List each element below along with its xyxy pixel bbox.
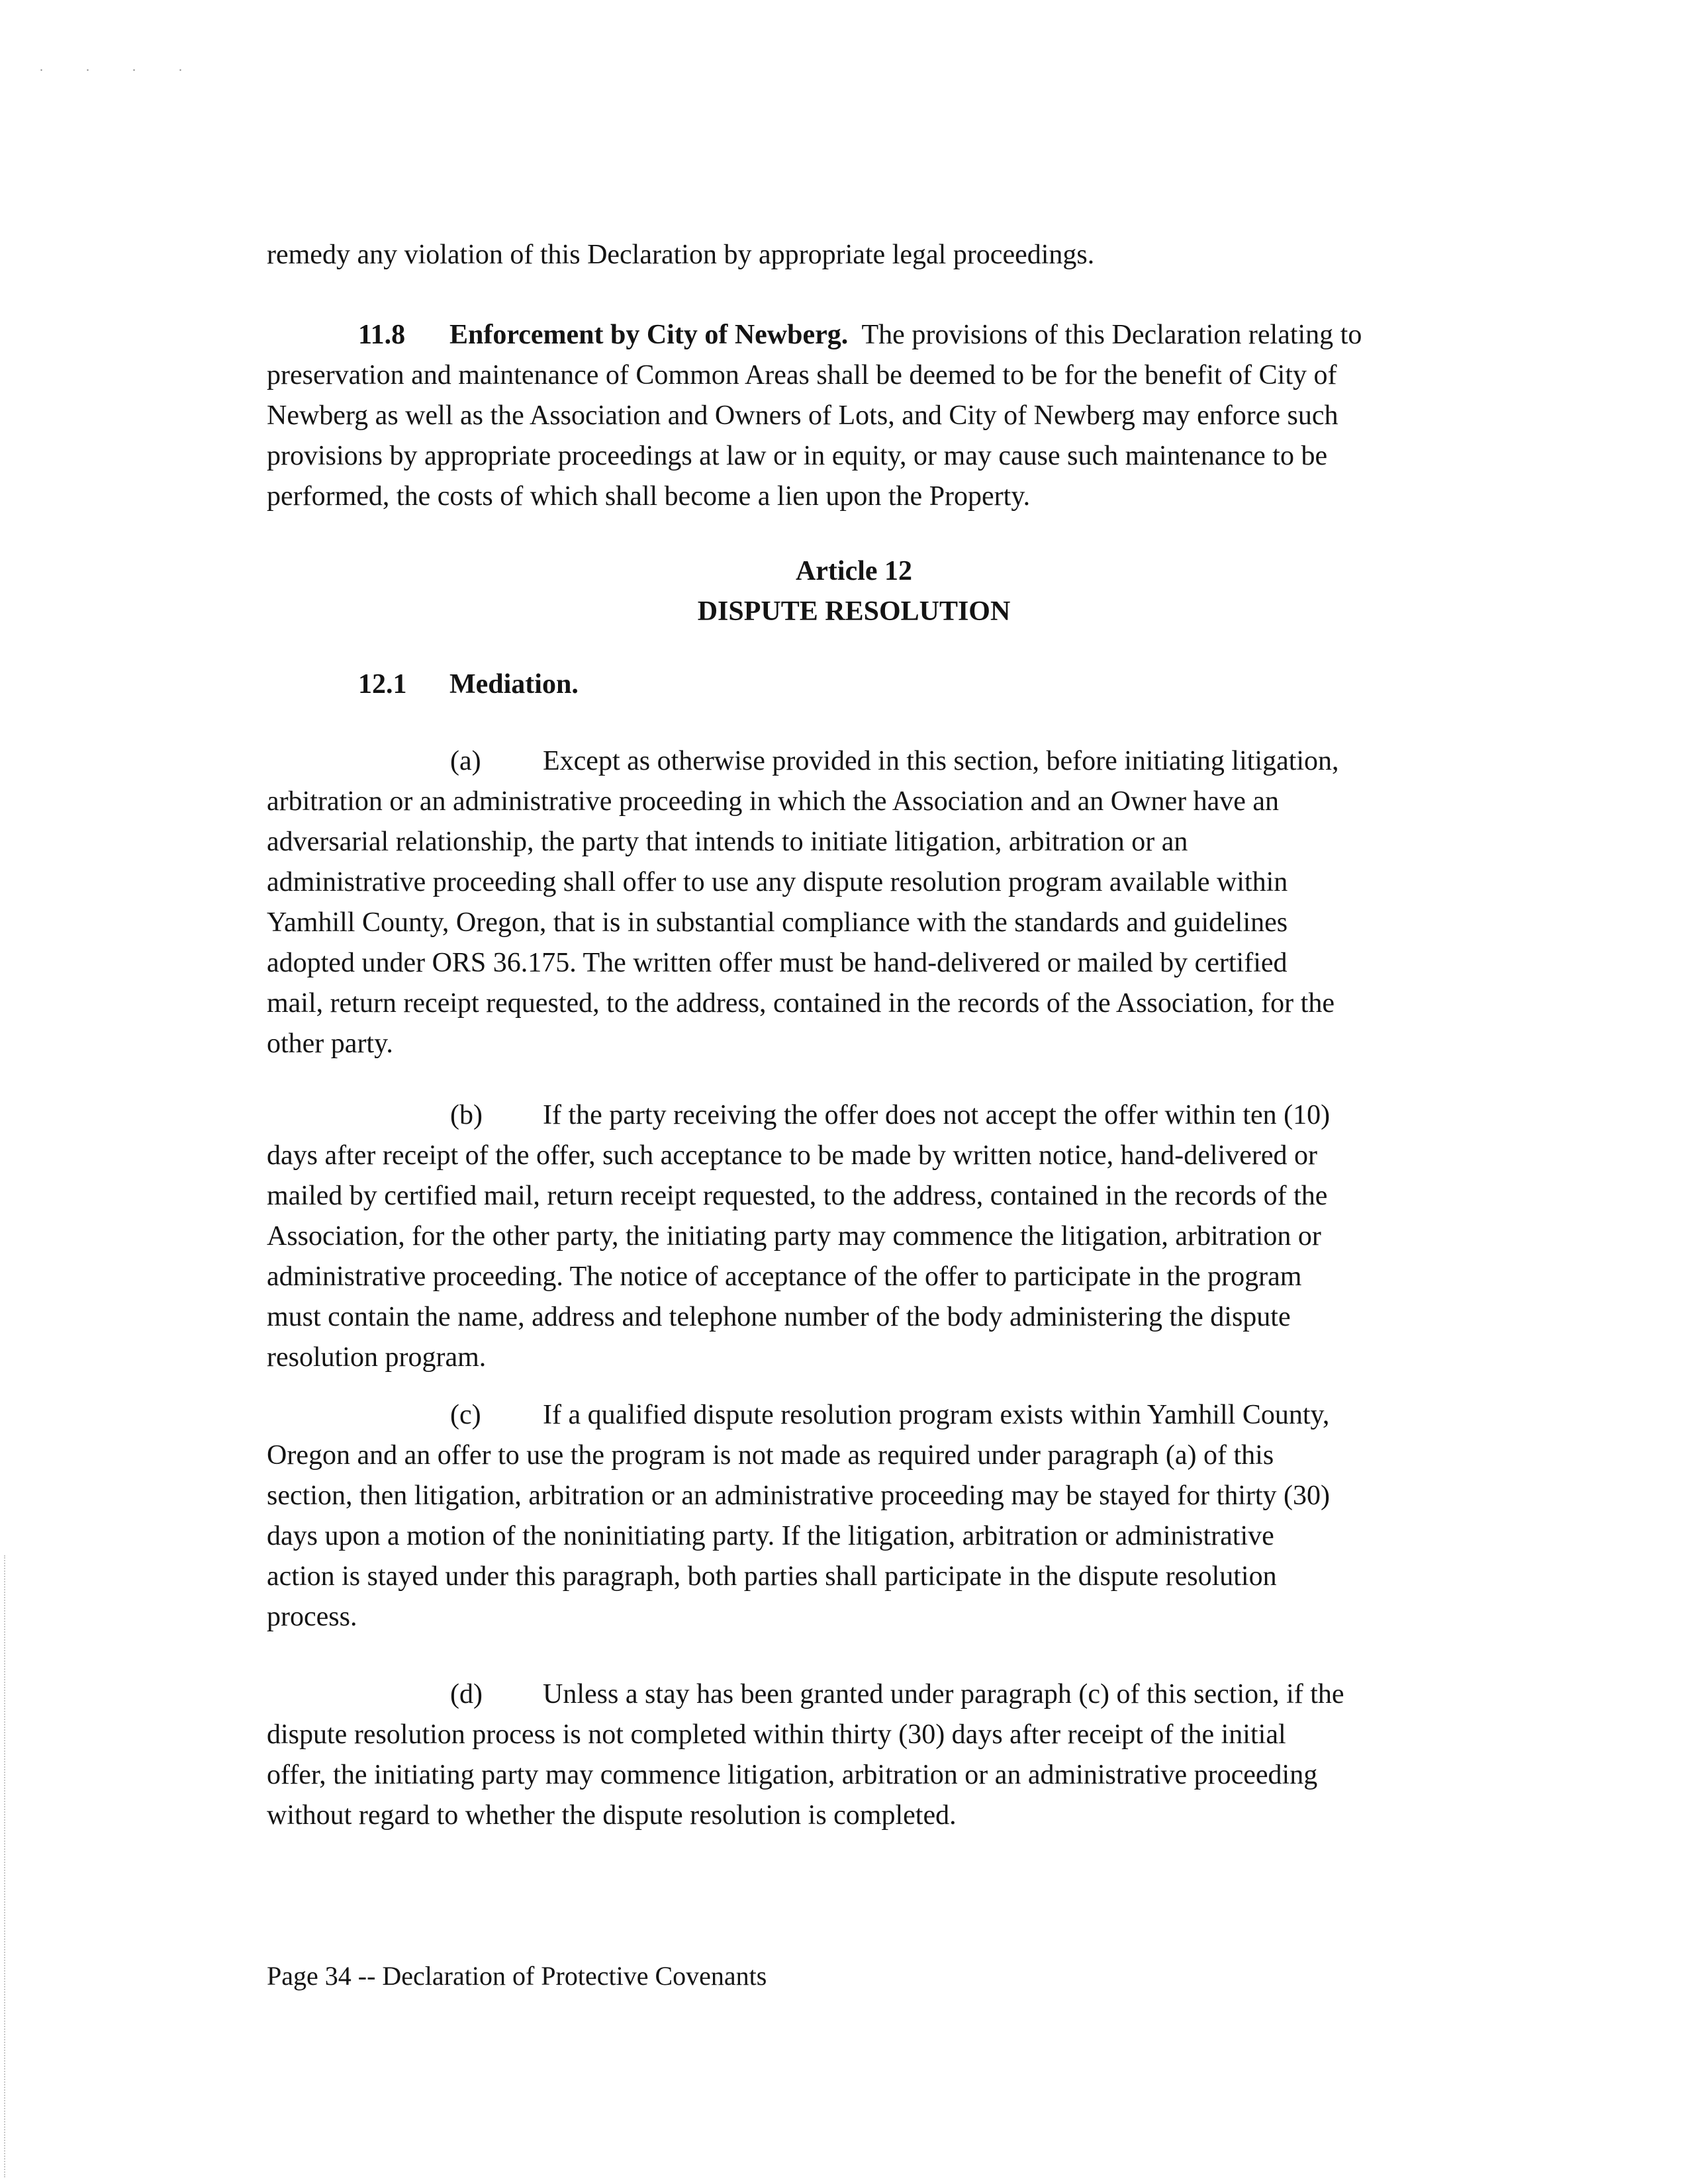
section-text-line: provisions by appropriate proceedings at law or in equity, or may cause such maintenance to be — [267, 441, 1328, 471]
paragraph-first-line — [267, 1395, 1458, 1435]
paragraph-first-line — [267, 741, 1458, 782]
section-text-line: Newberg as well as the Association and Owners of Lots, and City of Newberg may enforce such — [267, 400, 1338, 431]
paragraph-line: other party. — [267, 1028, 393, 1059]
paragraph-line: mailed by certified mail, return receipt requested, to the address, contained in the records of the — [267, 1181, 1328, 1211]
section-12-1-line — [267, 664, 1458, 705]
paragraph-line: adversarial relationship, the party that intends to initiate litigation, arbitration or an — [267, 827, 1188, 857]
section-11-8-first-line — [267, 315, 1458, 355]
paragraph-line: adopted under ORS 36.175. The written offer must be hand-delivered or mailed by certified — [267, 948, 1288, 978]
section-text-line: The provisions of this Declaration relating to — [861, 320, 1362, 350]
paragraph-line: administrative proceeding shall offer to use any dispute resolution program available within — [267, 867, 1288, 897]
paragraph-line: without regard to whether the dispute resolution is completed. — [267, 1800, 957, 1831]
page-footer: Page 34 -- Declaration of Protective Covenants — [267, 1961, 767, 1991]
paragraph-label: (c) — [450, 1400, 481, 1430]
paragraph-first-line — [267, 1095, 1458, 1136]
paragraph-line: arbitration or an administrative proceeding in which the Association and an Owner have an — [267, 786, 1280, 817]
section-12-1-heading — [267, 664, 1458, 705]
paragraph-line: Yamhill County, Oregon, that is in substantial compliance with the standards and guidelines — [267, 907, 1288, 938]
paragraph-line: dispute resolution process is not completed within thirty (30) days after receipt of the initial — [267, 1719, 1286, 1750]
paragraph-line: action is stayed under this paragraph, both parties shall participate in the dispute resolution — [267, 1561, 1277, 1592]
paragraph-line: process. — [267, 1602, 357, 1632]
section-text-line: preservation and maintenance of Common Areas shall be deemed to be for the benefit of City of — [267, 360, 1337, 390]
scan-edge-line — [4, 1555, 7, 2177]
paragraph-line: must contain the name, address and telephone number of the body administering the dispute — [267, 1302, 1291, 1332]
section-text-line: performed, the costs of which shall become a lien upon the Property. — [267, 481, 1031, 512]
paragraph-line: mail, return receipt requested, to the address, contained in the records of the Association, for the — [267, 988, 1335, 1019]
continuation-paragraph — [267, 235, 1458, 275]
paragraph-label: (d) — [450, 1679, 483, 1709]
article-label: Article 12 — [795, 556, 913, 586]
paragraph-text: If the party receiving the offer does not accept the offer within ten (10) — [543, 1100, 1331, 1130]
section-title: Mediation. — [449, 669, 579, 700]
paragraph-line: section, then litigation, arbitration or an administrative proceeding may be stayed for thirty (30) — [267, 1480, 1331, 1511]
article-title: DISPUTE RESOLUTION — [697, 596, 1011, 627]
paragraph-d — [267, 1674, 1458, 1836]
paragraph-c — [267, 1395, 1458, 1637]
continuation-line: remedy any violation of this Declaration by appropriate legal proceedings. — [267, 240, 1095, 270]
paragraph-line: days upon a motion of the noninitiating party. If the litigation, arbitration or administrative — [267, 1521, 1274, 1551]
paragraph-text: Except as otherwise provided in this section, before initiating litigation, — [543, 746, 1339, 776]
section-number: 11.8 — [358, 320, 406, 350]
paragraph-a — [267, 741, 1458, 1064]
section-title: Enforcement by City of Newberg. — [449, 320, 849, 350]
paragraph-text: Unless a stay has been granted under paragraph (c) of this section, if the — [543, 1679, 1344, 1709]
paragraph-first-line — [267, 1674, 1458, 1715]
paragraph-line: Oregon and an offer to use the program is not made as required under paragraph (a) of this — [267, 1440, 1274, 1471]
paragraph-line: days after receipt of the offer, such acceptance to be made by written notice, hand-delivered or — [267, 1140, 1317, 1171]
paragraph-label: (a) — [450, 746, 481, 776]
paragraph-line: administrative proceeding. The notice of acceptance of the offer to participate in the program — [267, 1261, 1302, 1292]
paragraph-line: Association, for the other party, the initiating party may commence the litigation, arbitration or — [267, 1221, 1321, 1251]
paragraph-line: offer, the initiating party may commence litigation, arbitration or an administrative proceeding — [267, 1760, 1318, 1790]
section-number: 12.1 — [358, 669, 407, 700]
scan-artifact-marks: . . . . — [40, 60, 202, 74]
paragraph-label: (b) — [450, 1100, 483, 1130]
paragraph-b — [267, 1095, 1458, 1378]
paragraph-text: If a qualified dispute resolution program exists within Yamhill County, — [543, 1400, 1330, 1430]
section-11-8 — [267, 315, 1458, 517]
paragraph-line: resolution program. — [267, 1342, 487, 1373]
